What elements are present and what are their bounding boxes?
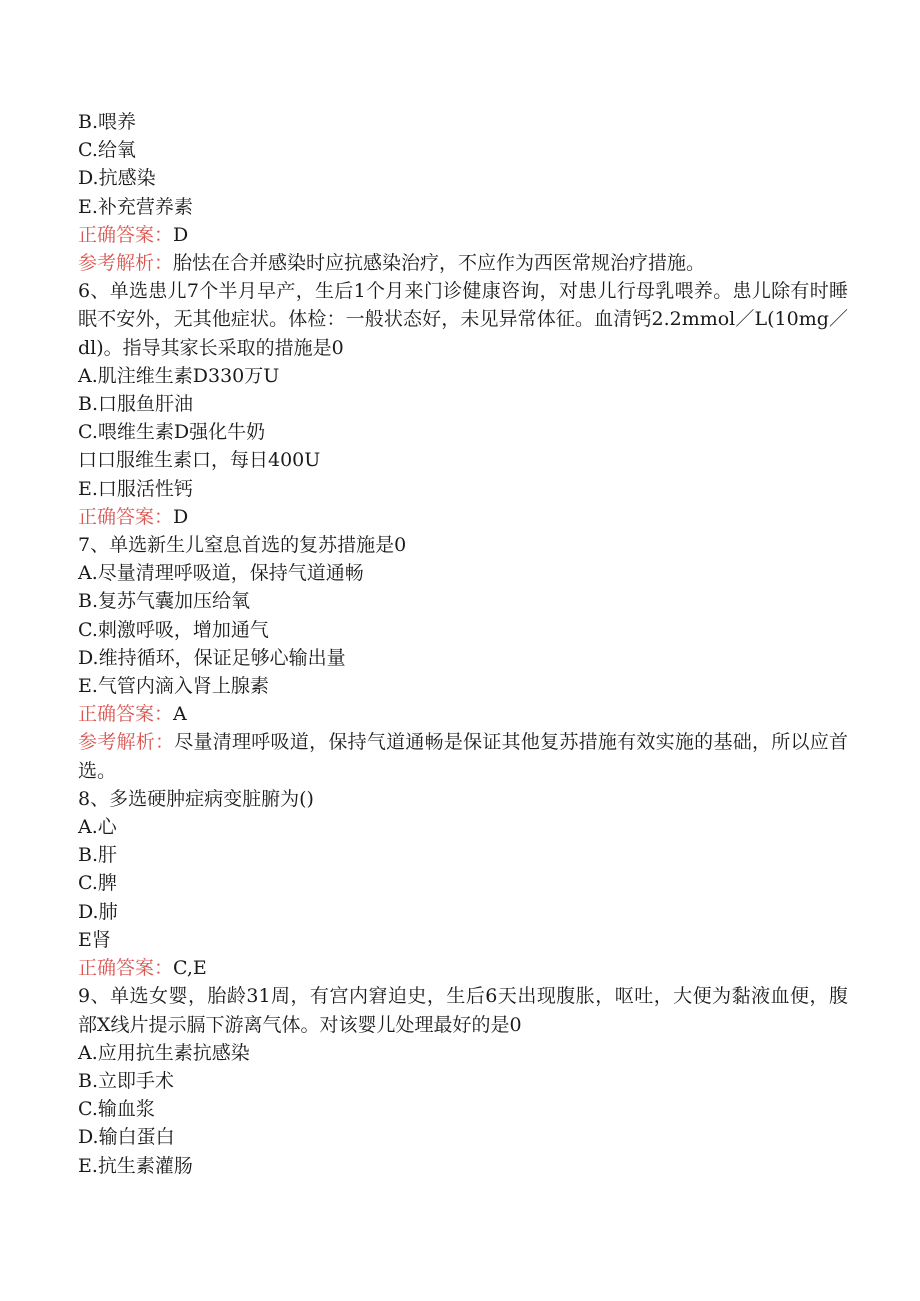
explanation-text: 尽量清理呼吸道，保持气道通畅是保证其他复苏措施有效实施的基础，所以应首选。 <box>78 731 848 782</box>
option-d: D.维持循环，保证足够心输出量 <box>78 646 346 669</box>
option-e: E.抗生素灌肠 <box>78 1154 193 1177</box>
option-a: A.心 <box>78 816 117 839</box>
option-c: C.刺激呼吸，增加通气 <box>78 618 269 641</box>
explanation <box>78 249 848 277</box>
document-content <box>78 108 848 1180</box>
option-b: B.喂养 <box>78 111 137 133</box>
option-c: C.输血浆 <box>78 1098 155 1121</box>
option-e: E肾 <box>78 928 111 951</box>
option-b: B.复苏气囊加压给氧 <box>78 590 251 613</box>
option-c: C.脾 <box>78 872 117 895</box>
answer-label: 正确答案： <box>78 957 174 980</box>
answer-value: C,E <box>173 957 207 980</box>
answer-label: 正确答案： <box>78 505 174 528</box>
option-c: C.喂维生素D强化牛奶 <box>78 421 266 444</box>
option-b: B.肝 <box>78 844 118 867</box>
question-stem: 7、单选新生儿窒息首选的复苏措施是0 <box>78 534 407 557</box>
option-d: 口口服维生素口，每日400U <box>78 449 321 472</box>
correct-answer <box>78 221 848 249</box>
option-a: A.肌注维生素D330万U <box>78 364 280 387</box>
correct-answer <box>78 700 848 728</box>
option-c: C.给氧 <box>78 139 136 162</box>
correct-answer <box>78 954 848 982</box>
answer-label: 正确答案： <box>78 223 174 246</box>
answer-value: A <box>173 703 187 726</box>
explanation-label: 参考解析： <box>78 252 174 275</box>
option-d: D.输白蛋白 <box>78 1126 175 1149</box>
answer-label: 正确答案： <box>78 703 174 726</box>
option-e: E.补充营养素 <box>78 195 193 218</box>
option-b: B.口服鱼肝油 <box>78 393 194 416</box>
question-stem: 8、多选硬肿症病变脏腑为() <box>78 787 314 810</box>
explanation-label: 参考解析： <box>78 731 175 754</box>
explanation <box>78 728 848 784</box>
question-stem: 9、单选女婴，胎龄31周，有宫内窘迫史，生后6天出现腹胀，呕吐，大便为黏液血便，腹部X线片提示膈下游离气体。对该婴儿处理最好的是0 <box>78 985 848 1036</box>
option-e: E.口服活性钙 <box>78 477 193 500</box>
answer-value: D <box>173 223 189 246</box>
option-a: A.应用抗生素抗感染 <box>78 1041 250 1064</box>
explanation-text: 胎怯在合并感染时应抗感染治疗，不应作为西医常规治疗措施。 <box>173 252 706 275</box>
option-d: D.肺 <box>78 900 118 923</box>
option-b: B.立即手术 <box>78 1069 175 1092</box>
question-stem: 6、单选患儿7个半月早产，生后1个月来门诊健康咨询，对患儿行母乳喂养。患儿除有时睡眠不安外，无其他症状。体检：一般状态好，未见异常体征。血清钙2.2mmol／L(10mg／dl)。指导其家长采取的措施是0 <box>78 280 848 359</box>
answer-value: D <box>173 505 189 528</box>
option-e: E.气管内滴入肾上腺素 <box>78 675 269 698</box>
option-a: A.尽量清理呼吸道，保持气道通畅 <box>78 562 364 585</box>
option-d: D.抗感染 <box>78 167 156 190</box>
correct-answer <box>78 503 848 531</box>
